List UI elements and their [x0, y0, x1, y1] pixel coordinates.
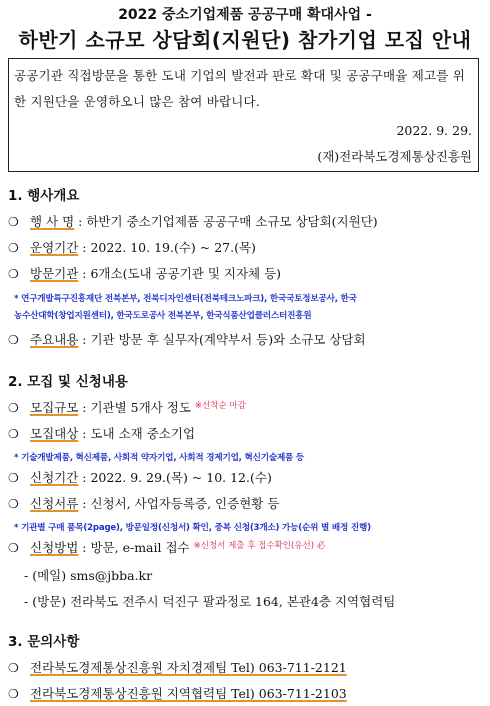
application-docs-label: 신청서류 — [30, 496, 79, 511]
recruit-target-value: : 도내 소재 중소기업 — [78, 426, 196, 441]
contact-row-2 — [8, 684, 347, 702]
bullet-icon: ❍ — [8, 471, 19, 485]
notice-subtitle: 2022 중소기업제품 공공구매 확대사업 - — [118, 7, 372, 23]
intro-text: 공공기관 직접방문을 통한 도내 기업의 발전과 판로 확대 및 공공구매율 제고를 위한 지원단을 운영하오니 많은 참여 바랍니다. — [14, 68, 465, 109]
recruit-target-note: * 기술개발제품, 혁신제품, 사회적 약자기업, 사회적 경제기업, 혁신기술제품 등 — [14, 453, 305, 463]
visit-address-line: - (방문) 전라북도 전주시 덕진구 팔과정로 164, 본관4층 지역협력팀 — [24, 594, 396, 609]
first-come-note: ※선착순 마감 — [194, 401, 246, 411]
operation-period-value: : 2022. 10. 19.(수) ~ 27.(목) — [78, 240, 256, 255]
main-content-label: 주요내용 — [30, 332, 79, 347]
application-docs-value: : 신청서, 사업자등록증, 인증현황 등 — [78, 496, 280, 511]
section-inquiry-heading: 3. 문의사항 — [8, 634, 80, 650]
event-name-value: : 하반기 중소기업제품 공공구매 소규모 상담회(지원단) — [74, 214, 378, 229]
bullet-icon: ❍ — [8, 427, 19, 441]
visit-institutions-note-line1: * 연구개발특구진흥재단 전북본부, 전북디자인센터(전북테크노파크), 한국국토정보공사, 한국 — [14, 294, 357, 304]
recruit-scale-row — [8, 398, 246, 416]
bullet-icon: ❍ — [8, 401, 19, 415]
intro-box — [8, 58, 479, 172]
application-period-row — [8, 468, 272, 486]
bullet-icon: ❍ — [8, 687, 19, 701]
bullet-icon: ❍ — [8, 333, 19, 347]
visit-institutions-value: : 6개소(도내 공공기관 및 지자체 등) — [78, 266, 282, 281]
operation-period-row — [8, 238, 256, 256]
bullet-icon: ❍ — [8, 267, 19, 281]
visit-institutions-note-line2: 농수산대학(창업지원센터), 한국도로공사 전북본부, 한국식품산업클러스터진흥원 — [14, 311, 312, 321]
event-name-label: 행 사 명 — [30, 214, 75, 229]
main-content-value: : 기관 방문 후 실무자(계약부서 등)와 소규모 상담회 — [78, 332, 366, 347]
contact-2: 전라북도경제통상진흥원 지역협력팀 Tel) 063-711-2103 — [30, 686, 347, 701]
email-line: - (메일) sms@jbba.kr — [24, 568, 153, 583]
operation-period-label: 운영기간 — [30, 240, 79, 255]
bullet-icon: ❍ — [8, 541, 19, 555]
bullet-icon: ❍ — [8, 241, 19, 255]
application-period-value: : 2022. 9. 29.(목) ~ 10. 12.(수) — [78, 470, 272, 485]
application-docs-row — [8, 494, 279, 512]
section-overview-heading: 1. 행사개요 — [8, 188, 80, 204]
main-content-row — [8, 330, 366, 348]
recruit-scale-label: 모집규모 — [30, 400, 79, 415]
recruit-target-row — [8, 424, 195, 442]
notice-date: 2022. 9. 29. — [396, 123, 472, 138]
bullet-icon: ❍ — [8, 497, 19, 511]
notice-title: 하반기 소규모 상담회(지원단) 참가기업 모집 안내 — [18, 28, 472, 52]
confirmation-note: ※신청서 제출 후 접수확인(유선) 必 — [193, 541, 326, 551]
application-method-row — [8, 538, 325, 556]
application-method-value: : 방문, e-mail 접수 — [78, 540, 190, 555]
application-method-label: 신청방법 — [30, 540, 79, 555]
recruit-target-label: 모집대상 — [30, 426, 79, 441]
visit-institutions-label: 방문기관 — [30, 266, 79, 281]
application-period-label: 신청기간 — [30, 470, 79, 485]
bullet-icon: ❍ — [8, 215, 19, 229]
visit-institutions-row — [8, 264, 281, 282]
section-recruitment-heading: 2. 모집 및 신청내용 — [8, 374, 128, 390]
issuing-organization: (재)전라북도경제통상진흥원 — [317, 149, 472, 164]
event-name-row — [8, 212, 378, 230]
bullet-icon: ❍ — [8, 661, 19, 675]
contact-1: 전라북도경제통상진흥원 자치경제팀 Tel) 063-711-2121 — [30, 660, 347, 675]
contact-row-1 — [8, 658, 347, 676]
application-docs-note: * 기관별 구매 품목(2page), 방문일정(신청서) 확인, 중복 신청(3개소) 가능(순위 별 배정 진행) — [14, 523, 371, 533]
recruit-scale-value: : 기관별 5개사 정도 — [78, 400, 191, 415]
